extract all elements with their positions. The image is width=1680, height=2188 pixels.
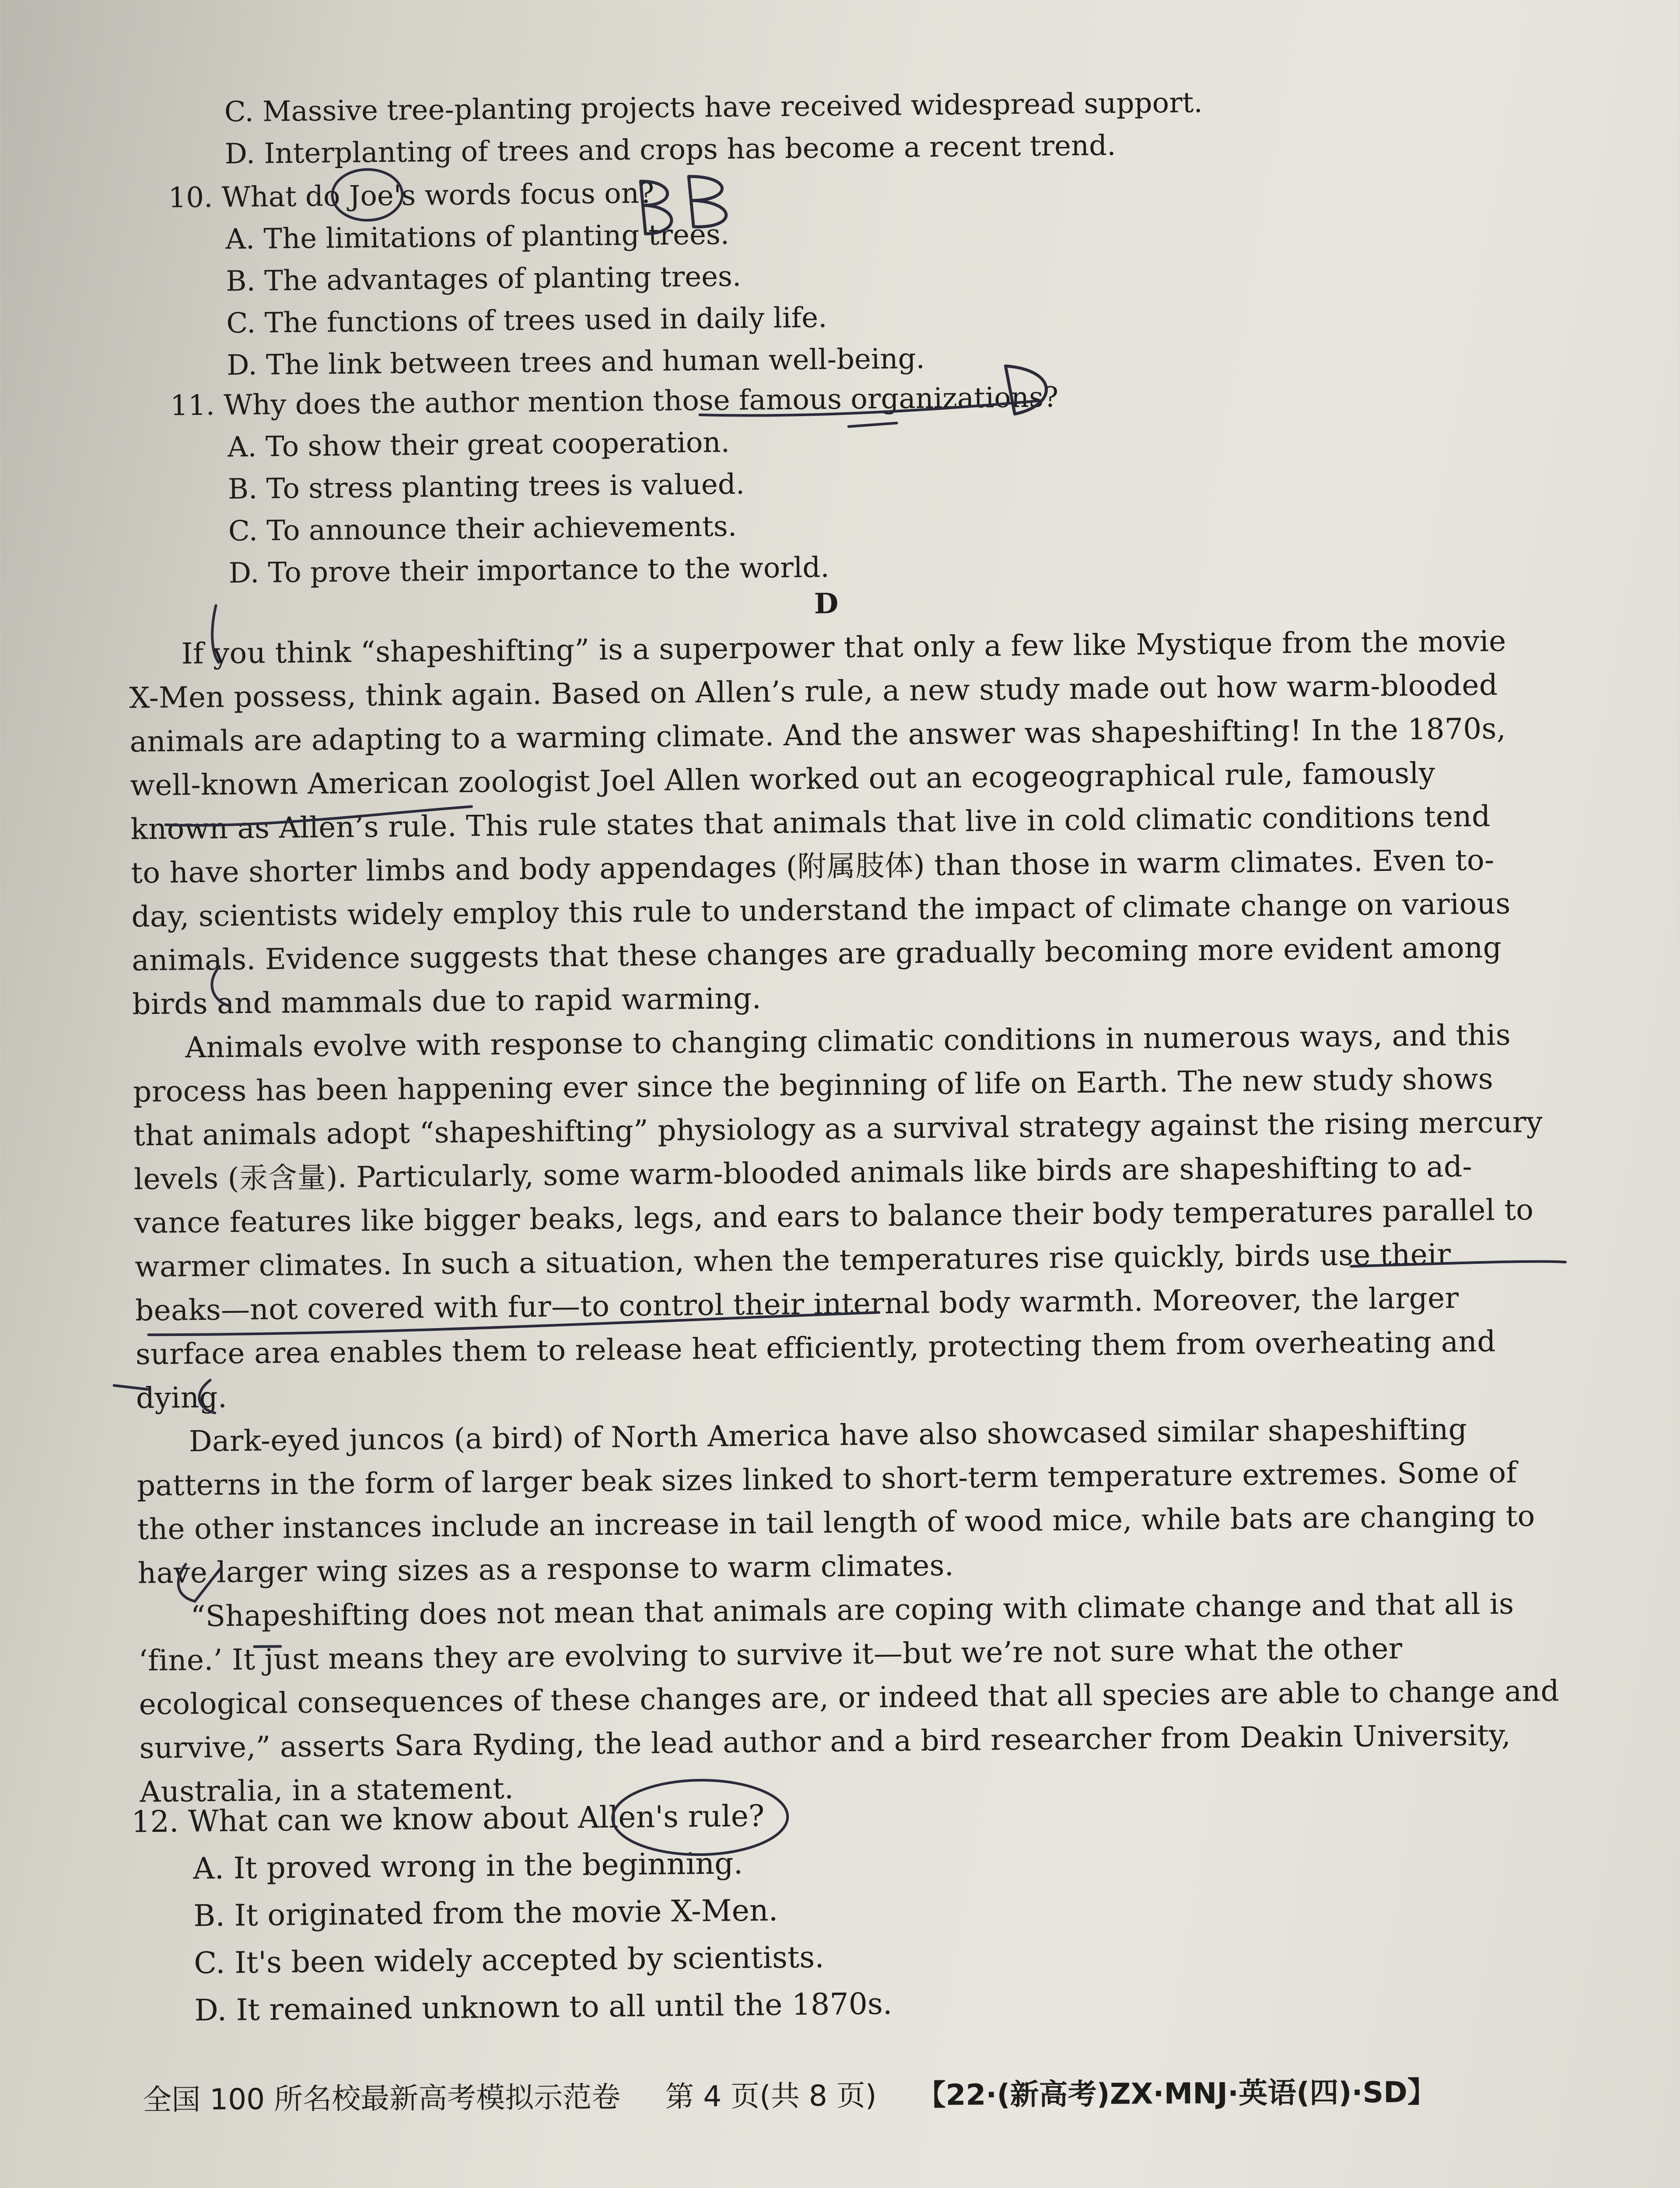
q12-option-a: A. It proved wrong in the beginning.	[192, 1846, 743, 1886]
q12-option-b: B. It originated from the movie X-Men.	[193, 1893, 778, 1934]
q10-option-d: D. The link between trees and human well-being.	[226, 343, 925, 382]
p3-line: patterns in the form of larger beak sizes linked to short-term temperature extremes. Some of	[136, 1455, 1517, 1503]
q9-option-d: D. Interplanting of trees and crops has become a recent trend.	[224, 129, 1116, 171]
q12-option-d: D. It remained unknown to all until the 1870s.	[194, 1986, 892, 2028]
p4-line: Australia, in a statement.	[140, 1771, 514, 1809]
p2-line: surface area enables them to release heat efficiently, protecting them from overheating and	[135, 1324, 1496, 1371]
p1-line: birds and mammals due to rapid warming.	[132, 981, 762, 1021]
p3-line: the other instances include an increase in tail length of wood mice, while bats are changing to	[137, 1499, 1535, 1546]
q12-option-c: C. It's been widely accepted by scientists.	[193, 1940, 825, 1981]
p1-line: If you think “shapeshifting” is a superpower that only a few like Mystique from the movie	[181, 624, 1506, 671]
q11-option-a: A. To show their great cooperation.	[227, 426, 730, 464]
passage-d	[128, 575, 1560, 1814]
p2-line: that animals adopt “shapeshifting” physiology as a survival strategy against the rising mercury	[133, 1105, 1543, 1153]
p1-line: well-known American zoologist Joel Allen worked out an ecogeographical rule, famously	[130, 756, 1435, 803]
p2-line: beaks—not covered with fur—to control their internal body warmth. Moreover, the larger	[135, 1281, 1459, 1328]
p1-line: animals are adapting to a warming climate. And the answer was shapeshifting! In the 1870s,	[130, 712, 1506, 759]
p4-line: ecological consequences of these changes are, or indeed that all species are able to change and	[139, 1674, 1560, 1722]
q9-options	[123, 79, 1520, 176]
p1-line: X-Men possess, think again. Based on Allen’s rule, a new study made out how warm-blooded	[129, 668, 1498, 715]
paragraph-2	[133, 1013, 1543, 1420]
paragraph-1	[129, 619, 1528, 1027]
q11-option-b: B. To stress planting trees is valued.	[228, 468, 745, 506]
paragraph-3	[136, 1407, 1533, 1595]
p2-line: warmer climates. In such a situation, when the temperatures rise quickly, birds use their	[134, 1237, 1451, 1284]
q11-option-c: C. To announce their achievements.	[228, 510, 737, 548]
q11-option-d: D. To prove their importance to the world.	[228, 551, 830, 590]
p4-line: survive,” asserts Sara Ryding, the lead author and a bird researcher from Deakin University,	[139, 1718, 1511, 1765]
q10-option-c: C. The functions of trees used in daily life.	[226, 302, 827, 340]
q10-option-a: A. The limitations of planting trees.	[225, 218, 730, 256]
footer-page-number: 第 4 页(共 8 页)	[665, 2079, 877, 2114]
q10-stem: 10. What do Joe's words focus on?	[168, 177, 654, 214]
p1-line: animals. Evidence suggests that these changes are gradually becoming more evident among	[131, 930, 1502, 978]
p2-line: levels (汞含量). Particularly, some warm-blooded animals like birds are shapeshifting to ad-	[133, 1150, 1473, 1196]
passage-heading: D	[814, 587, 839, 621]
p4-line: “Shapeshifting does not mean that animals are coping with climate change and that all is	[190, 1587, 1514, 1634]
p1-line: to have shorter limbs and body appendages (附属肢体) than those in warm climates. Even to-	[131, 843, 1494, 890]
q9-option-c: C. Massive tree-planting projects have received widespread support.	[224, 86, 1203, 129]
footer-series: 全国 100 所名校最新高考模拟示范卷	[143, 2080, 621, 2117]
p1-line: known as Allen’s rule. This rule states that animals that live in cold climatic conditions tend	[130, 799, 1491, 846]
question-10	[124, 164, 1522, 388]
p2-line: vance features like bigger beaks, legs, and ears to balance their body temperatures parallel to	[134, 1192, 1534, 1240]
page-footer	[143, 2069, 1436, 2118]
paragraph-4	[138, 1582, 1560, 1814]
footer-code: 【22·(新高考)ZX·MNJ·英语(四)·SD】	[917, 2075, 1437, 2112]
p3-line: have larger wing sizes as a response to warm climates.	[137, 1548, 954, 1590]
q10-option-b: B. The advantages of planting trees.	[226, 260, 742, 298]
p3-line: Dark-eyed juncos (a bird) of North America have also showcased similar shapeshifting	[189, 1412, 1467, 1459]
p2-line: Animals evolve with response to changing climatic conditions in numerous ways, and this	[185, 1018, 1511, 1065]
q11-stem: 11. Why does the author mention those famous organizations?	[170, 381, 1059, 422]
question-11	[126, 372, 1524, 596]
question-12	[131, 1785, 1529, 2035]
p2-line: dying.	[136, 1380, 228, 1415]
p4-line: ‘fine.’ It just means they are evolving to survive it—but we’re not sure what the other	[138, 1631, 1403, 1678]
q12-stem: 12. What can we know about Allen's rule?	[131, 1799, 765, 1840]
p2-line: process has been happening ever since the beginning of life on Earth. The new study shows	[133, 1062, 1494, 1109]
p1-line: day, scientists widely employ this rule to understand the impact of climate change on various	[131, 887, 1511, 934]
